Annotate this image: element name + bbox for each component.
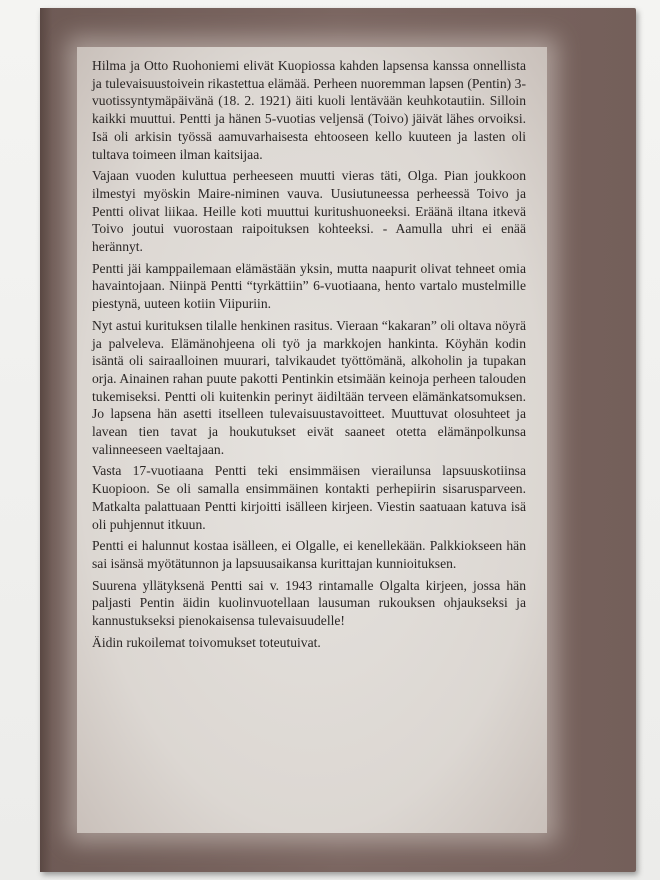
blurb-paragraph-5: Vasta 17-vuotiaana Pentti teki ensimmäisen vierailunsa lapsuuskotiinsa Kuopioon. Se oli samalla ensimmäinen kontakti perhepiirin sisarusparveen. Matkalta palattuaan Pentti kirjoitti isälleen kirjeen. Viestin saatuaan katuva isä oli puhjennut itkuun. bbox=[92, 463, 526, 532]
blurb-paragraph-2: Vajaan vuoden kuluttua perheeseen muutti vieras täti, Olga. Pian joukkoon ilmestyi myöskin Maire-niminen vauva. Uusiutuneessa perheessä Toivo ja Pentti olivat liikaa. Heille koti muuttui kuritushuoneeksi. Eräänä iltana itkevä Toivo joutui vuorostaan raipoituksen kohteeksi. - Aamulla uhri ei enää herännyt. bbox=[92, 168, 526, 255]
book-spine-edge bbox=[40, 8, 52, 872]
blurb-paragraph-3: Pentti jäi kamppailemaan elämästään yksin, mutta naapurit olivat tehneet omia havaintojaan. Niinpä Pentti “tyrkättiin” 6-vuotiaana, hento vartalo mustelmille piestynä, uuteen kotiin Viipuriin. bbox=[92, 260, 526, 312]
back-cover-blurb bbox=[92, 57, 526, 656]
blurb-paragraph-1: Hilma ja Otto Ruohoniemi elivät Kuopiossa kahden lapsensa kanssa onnellista ja tulevaisuustoivein rikastettua elämää. Perheen nuoremman lapsen (Pentin) 3-vuotissyntymäpäivänä (18. 2. 1921) äiti kuoli lentävään keuhkotautiin. Silloin kaikki muuttui. Pentti ja hänen 5-vuotias veljensä (Toivo) jäivät lähes orvoiksi. Isä oli arkisin työssä aamuvarhaisesta ehtooseen kello kuuteen ja lasten oli tultava toimeen ilman kaitsijaa. bbox=[92, 58, 526, 162]
blurb-paragraph-4: Nyt astui kurituksen tilalle henkinen rasitus. Vieraan “kakaran” oli oltava nöyrä ja palveleva. Elämänohjeena oli työ ja markkojen hankinta. Köyhän kodin isäntä oli sairaalloinen muurari, talvikaudet työttömänä, alkoholin ja tupakan orja. Ainainen rahan puute pakotti Pentinkin etsimään keinoja perheen talouden tukemiseksi. Pentti oli kuitenkin perinyt äidiltään terveen elämänkatsomuksen. Jo lapsena hän asetti itselleen tulevaisuustavoitteet. Muuttuvat olosuhteet ja lavean tien tavat ja houkutukset eivät saaneet otetta elämänpolkunsa valinneeseen vaeltajaan. bbox=[92, 317, 526, 457]
blurb-paragraph-8: Äidin rukoilemat toivomukset toteutuivat. bbox=[92, 634, 321, 650]
blurb-paragraph-7: Suurena yllätyksenä Pentti sai v. 1943 rintamalle Olgalta kirjeen, jossa hän paljasti Pentin äidin kuolinvuotellaan lausuman rukouksen ohjaukseksi ja kannustukseksi pienokaisensa tulevaisuudelle! bbox=[92, 577, 526, 629]
blurb-paragraph-6: Pentti ei halunnut kostaa isälleen, ei Olgalle, ei kenellekään. Palkkiokseen hän sai isänsä myötätunnon ja lapsuusaikansa kurittajan kunnioituksen. bbox=[92, 538, 526, 571]
